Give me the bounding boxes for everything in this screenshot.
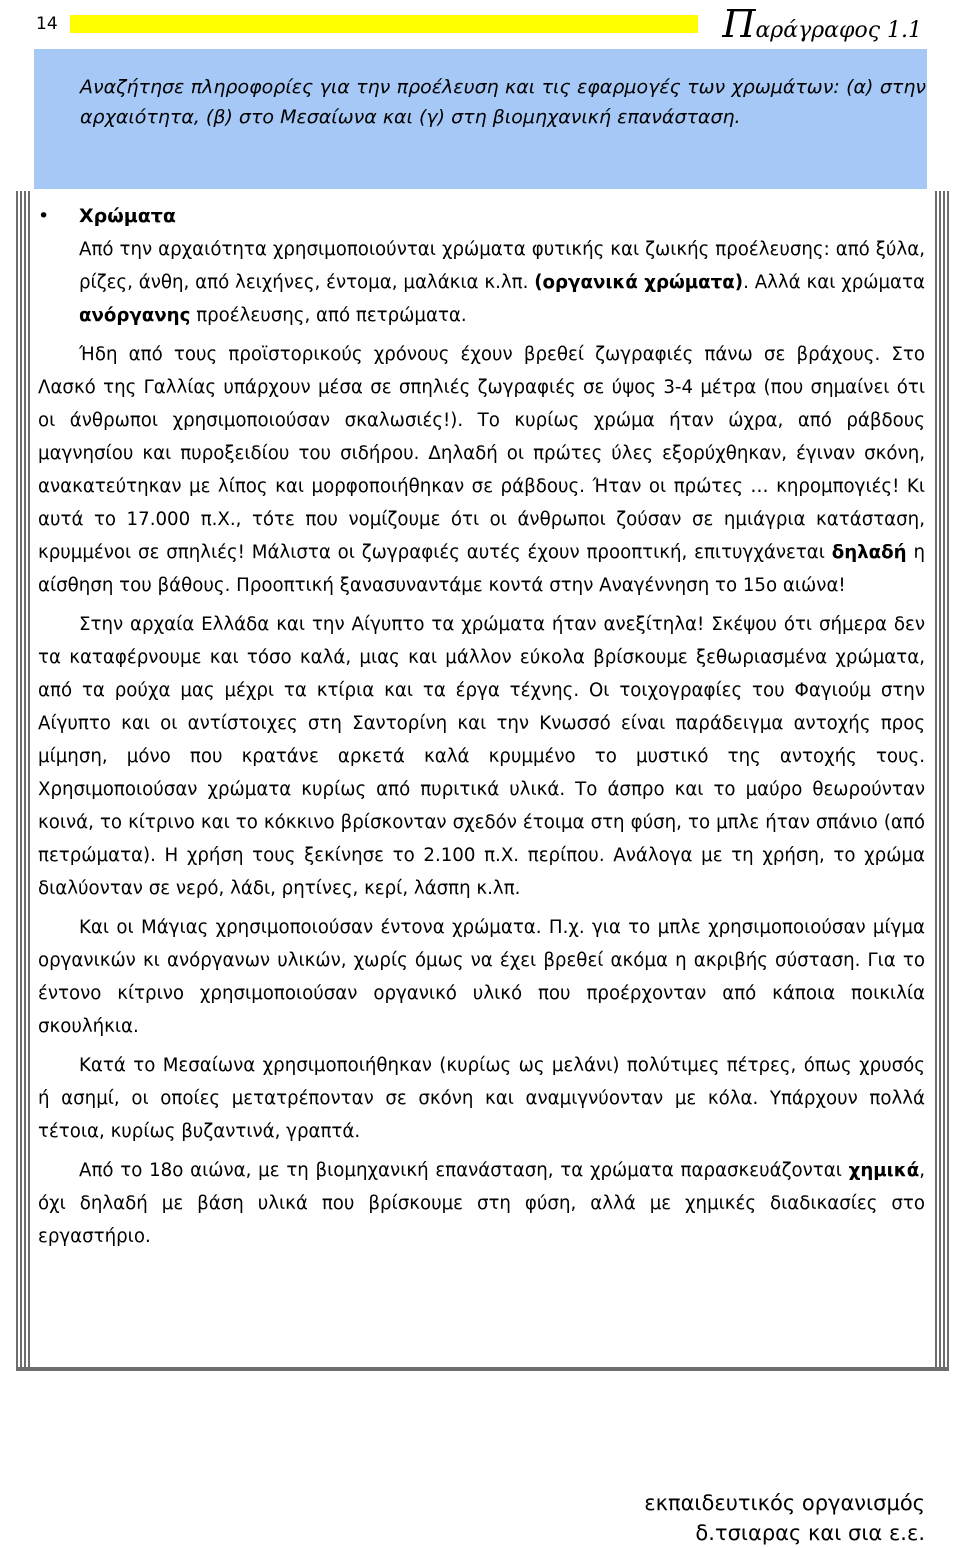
para-5-text-b: , όχι δηλαδή με βάση υλικά που βρίσκουμε στη φύση, αλλά με χημικές διαδικασίες στο εργαστήριο.	[38, 1160, 925, 1247]
paragraph-maya: Και οι Μάγιας χρησιμοποιούσαν έντονα χρώματα. Π.χ. για το μπλε χρησιμοποιούσαν μίγμα οργανικών κι ανόργανων υλικών, χωρίς όμως να έχει βρεθεί ακόμα η ακριβής σύσταση. Για το έντονο κίτρινο χρησιμοποιούσαν οργανικό υλικό που προέρχονταν από κάποια ποικιλία σκουλήκια.	[38, 917, 925, 1037]
intro-bold-inorganic: ανόργανης	[79, 305, 191, 326]
bottom-frame-border	[16, 1367, 949, 1371]
para-1-bold: δηλαδή	[831, 542, 907, 563]
right-frame-border	[935, 191, 949, 1371]
section-title	[722, 2, 922, 46]
para-5-bold: χημικά	[848, 1160, 920, 1181]
paragraph-ancient-greece: Στην αρχαία Ελλάδα και την Αίγυπτο τα χρώματα ήταν ανεξίτηλα! Σκέψου ότι σήμερα δεν τα καταφέρνουμε και τόσο καλά, μιας και μάλλον εύκολα βρίσκουμε ξεθωριασμένα χρώματα, από τα ρούχα μας μέχρι τα κτίρια και τα έργα τέχνης. Οι τοιχογραφίες του Φαγιούμ στην Αίγυπτο και οι αντίστοιχες στη Σαντορίνη και την Κνωσσό είναι παράδειγμα αντοχής προς μίμηση, μόνο που κρατάνε αρκετά καλά κρυμμένο το μυστικό της αντοχής τους. Χρησιμοποιούσαν χρώματα κυρίως από πυριτικά υλικά. Το άσπρο και το μαύρο θεωρούνταν κοινά, το κίτρινο και το κόκκινο βρίσκονταν σχεδόν έτοιμα στη φύση, το μπλε ήταν σπάνιο (από πετρώματα). Η χρήση τους ξεκίνησε το 2.100 π.Χ. περίπου. Ανάλογα με τη χρήση, το χρώμα διαλύονταν σε νερό, λάδι, ρητίνες, κερί, λάσπη κ.λπ.	[38, 614, 925, 899]
footer	[644, 1488, 925, 1548]
paragraph-middle-ages: Κατά το Μεσαίωνα χρησιμοποιήθηκαν (κυρίως ως μελάνι) πολύτιμες πέτρες, όπως χρυσός ή ασημί, οι οποίες μετατρέπονταν σε σκόνη και αναμιγνύονταν με κόλα. Υπάρχουν πολλά τέτοια, κυρίως βυζαντινά, γραπτά.	[38, 1055, 925, 1142]
left-frame-border	[16, 191, 30, 1371]
intro-text-3: προέλευσης, από πετρώματα.	[190, 305, 467, 326]
heading-text: Χρώματα	[79, 205, 176, 227]
exercise-text: Αναζήτησε πληροφορίες για την προέλευση και τις εφαρμογές των χρωμάτων: (α) στην αρχαιότητα, (β) στο Μεσαίωνα και (γ) στη βιομηχανική επανάσταση.	[80, 76, 926, 128]
para-1-text-b: η αίσθηση του βάθους. Προοπτική ξανασυναντάμε κοντά στην Αναγέννηση το 15ο αιώνα!	[38, 542, 925, 596]
section-heading	[38, 200, 925, 233]
paragraph-industrial	[38, 1154, 925, 1253]
intro-text-1: Από την αρχαιότητα χρησιμοποιούνται χρώματα φυτικής και ζωικής προέλευσης: από ξύλα, ρίζες, άνθη, από λειχήνες, έντομα, μαλάκια κ.λπ.	[79, 239, 925, 293]
intro-paragraph	[38, 233, 925, 332]
para-5-text-a: Από το 18ο αιώνα, με τη βιομηχανική επανάσταση, τα χρώματα παρασκευάζονται	[79, 1160, 849, 1181]
main-content	[38, 200, 925, 1253]
section-title-initial: Π	[722, 2, 756, 46]
header-highlight-bar	[70, 15, 698, 33]
footer-line-1: εκπαιδευτικός οργανισμός	[644, 1491, 925, 1515]
section-title-rest: αράγραφος 1.1	[755, 18, 922, 43]
intro-text-2: . Αλλά και χρώματα	[743, 272, 925, 293]
intro-bold-organic: (οργανικά χρώματα)	[534, 272, 744, 293]
para-1-text-a: Ήδη από τους προϊστορικούς χρόνους έχουν βρεθεί ζωγραφιές πάνω σε βράχους. Στο Λασκό της Γαλλίας υπάρχουν μέσα σε σπηλιές ζωγραφιές σε ύψος 3-4 μέτρα (που σημαίνει ότι οι άνθρωποι χρησιμοποιούσαν σκαλωσιές!). Το κυρίως χρώμα ήταν ώχρα, από ράβδους μαγνησίου και πυροξειδίου του σιδήρου. Δηλαδή οι πρώτες ύλες εξορύχθηκαν, έγιναν σκόνη, ανακατεύτηκαν με λίπος και μορφοποιήθηκαν σε ράβδους. Ήταν οι πρώτες … κηρομπογιές! Κι αυτά το 17.000 π.Χ., τότε που νομίζουμε ότι οι άνθρωποι ζούσαν σε ημιάγρια κατάσταση, κρυμμένοι σε σπηλιές! Μάλιστα οι ζωγραφιές αυτές έχουν προοπτική, επιτυγχάνεται	[38, 344, 925, 563]
bullet-icon: •	[38, 205, 50, 227]
footer-line-2: δ.τσιαρας και σια ε.ε.	[695, 1521, 925, 1545]
paragraph-prehistoric	[38, 338, 925, 602]
page-number: 14	[36, 14, 58, 34]
